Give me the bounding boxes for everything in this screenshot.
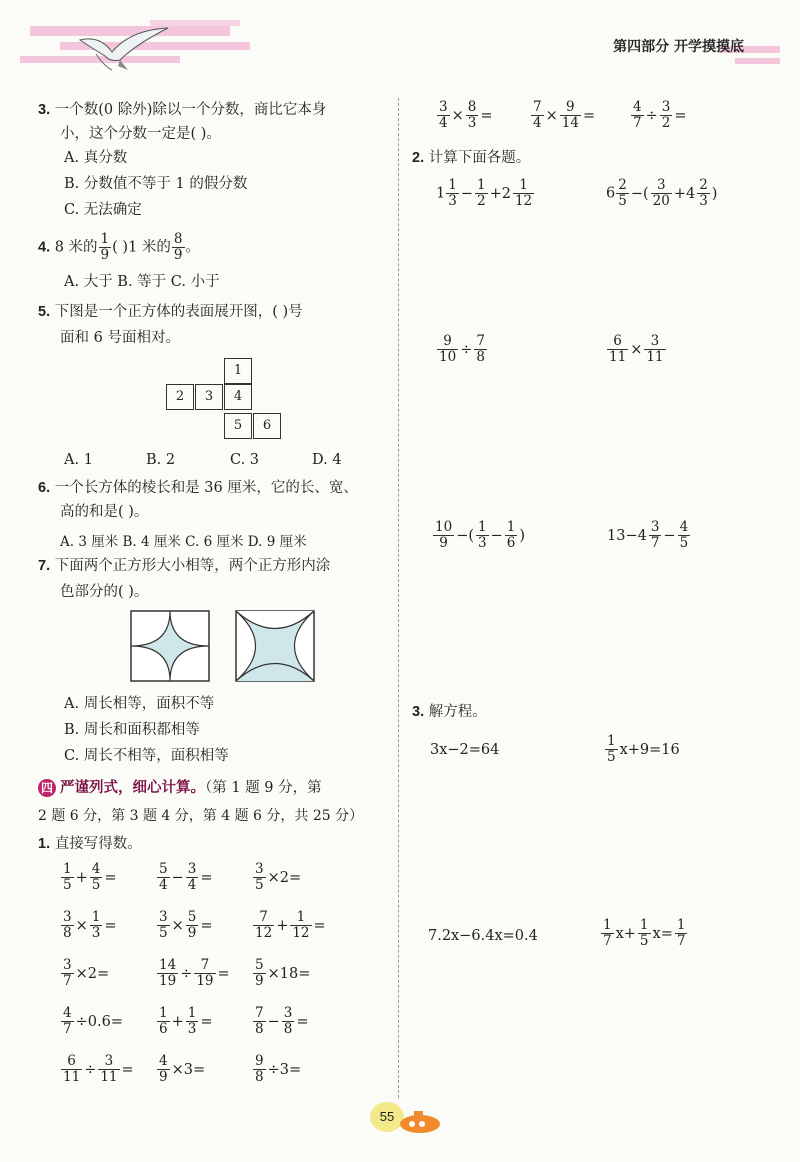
section-note-1: （第 1 题 9 分，第 [205, 780, 322, 796]
q7-option-a: A. 周长相等，面积不等 [64, 696, 215, 712]
calc-item: $\frac{3}{5}$ ×2= [255, 861, 302, 893]
equation-1: 3x−2=64 [430, 742, 500, 758]
q2-expr-1: 1 $\frac{1}{3}$ − $\frac{1}{2}$ +2 $\frac{1}{12}$ [436, 177, 533, 209]
calc-item: $\frac{7}{4}$ × $\frac{9}{14}$ = [533, 99, 596, 131]
section4-heading [38, 778, 322, 798]
submarine-icon [396, 1106, 446, 1136]
section4-note-2: 2 题 6 分，第 3 题 4 分，第 4 题 6 分，共 25 分） [38, 808, 364, 824]
q7-line2: 色部分的( )。 [60, 584, 149, 600]
q2-expr-4: $\frac{6}{11}$ × $\frac{3}{11}$ [609, 333, 664, 365]
calc-item: $\frac{3}{4}$ × $\frac{8}{3}$ = [439, 99, 493, 131]
calc-item: $\frac{9}{8}$ ÷3= [255, 1053, 302, 1085]
equation-2: $\frac{1}{5}$ x+9=16 [607, 733, 680, 765]
q5-line1: 5. 下图是一个正方体的表面展开图，( )号 [38, 304, 303, 320]
q7-option-b: B. 周长和面积都相等 [64, 722, 200, 738]
section-title: 严谨列式，细心计算。 [60, 780, 205, 796]
calc-item: $\frac{3}{5}$ × $\frac{5}{9}$ = [159, 909, 213, 941]
q4-fraction-1: $\frac{1}{9}$ [100, 231, 110, 263]
calc-item: $\frac{4}{7}$ ÷ $\frac{3}{2}$ = [633, 99, 687, 131]
calc-item: $\frac{5}{4}$ − $\frac{3}{4}$ = [159, 861, 213, 893]
net-cell-5: 5 [224, 413, 252, 439]
q3-line2: 小，这个分数一定是( )。 [60, 126, 221, 142]
calc-item: $\frac{4}{9}$ ×3= [159, 1053, 206, 1085]
q5-line2: 面和 6 号面相对。 [60, 330, 180, 346]
calc1-title: 1. 直接写得数。 [38, 836, 142, 852]
q5-option-d: D. 4 [312, 452, 342, 468]
q2-expr-6: 13−4 $\frac{3}{7}$ − $\frac{4}{5}$ [607, 519, 689, 551]
net-cell-3: 3 [195, 384, 223, 410]
q7-line1: 7. 下面两个正方形大小相等，两个正方形内涂 [38, 558, 331, 574]
q7-option-c: C. 周长不相等，面积相等 [64, 748, 229, 764]
q3-right-title: 3. 解方程。 [412, 704, 487, 720]
q3-line1: 3. 一个数(0 除外)除以一个分数，商比它本身 [38, 102, 327, 118]
calc-item: $\frac{1}{5}$ + $\frac{4}{5}$ = [63, 861, 117, 893]
q3-option-b: B. 分数值不等于 1 的假分数 [64, 176, 248, 192]
q2-expr-3: $\frac{9}{10}$ ÷ $\frac{7}{8}$ [439, 333, 485, 365]
q2-title: 2. 计算下面各题。 [412, 150, 531, 166]
net-cell-4: 4 [224, 384, 252, 410]
calc-item: $\frac{1}{6}$ + $\frac{1}{3}$ = [159, 1005, 213, 1037]
calc-item: $\frac{3}{8}$ × $\frac{1}{3}$ = [63, 909, 117, 941]
q2-expr-5: $\frac{10}{9}$ −( $\frac{1}{3}$ − $\frac{1}{6}$ ) [435, 519, 526, 551]
q5-option-a: A. 1 [64, 452, 93, 468]
q3-option-a: A. 真分数 [64, 150, 128, 166]
q6-options: A. 3 厘米 B. 4 厘米 C. 6 厘米 D. 9 厘米 [60, 534, 307, 550]
column-divider [398, 98, 399, 1098]
net-cell-2: 2 [166, 384, 194, 410]
calc-item: $\frac{3}{7}$ ×2= [63, 957, 110, 989]
calc-item: $\frac{5}{9}$ ×18= [255, 957, 311, 989]
net-cell-6: 6 [253, 413, 281, 439]
square-figure-1 [130, 610, 210, 682]
net-cell-1: 1 [224, 358, 252, 384]
header-title: 第四部分 开学摸摸底 [613, 39, 744, 55]
q5-option-c: C. 3 [230, 452, 260, 468]
q6-line1: 6. 一个长方体的棱长和是 36 厘米，它的长、宽、 [38, 480, 358, 496]
q4-options: A. 大于 B. 等于 C. 小于 [64, 274, 220, 290]
calc-item: $\frac{4}{7}$ ÷0.6= [63, 1005, 123, 1037]
square-figure-2 [235, 610, 315, 682]
q3-option-c: C. 无法确定 [64, 202, 142, 218]
calc-item: $\frac{14}{19}$ ÷ $\frac{7}{19}$ = [159, 957, 230, 989]
q4-question: 4. 8 米的 $\frac{1}{9}$ ( )1 米的 $\frac{8}{9}$ 。 [38, 231, 200, 263]
q2-expr-2: 6 $\frac{2}{5}$ −( $\frac{3}{20}$ +4 $\frac{2}{3}$ ) [606, 177, 718, 209]
calc-item: $\frac{7}{12}$ + $\frac{1}{12}$ = [255, 909, 326, 941]
q4-fraction-2: $\frac{8}{9}$ [173, 231, 183, 263]
page-number: 55 [370, 1102, 404, 1132]
equation-3: 7.2x−6.4x=0.4 [428, 928, 538, 944]
q5-option-b: B. 2 [146, 452, 176, 468]
q6-line2: 高的和是( )。 [60, 504, 149, 520]
calc-item: $\frac{7}{8}$ − $\frac{3}{8}$ = [255, 1005, 309, 1037]
section-badge: 四 [38, 779, 56, 797]
equation-4: $\frac{1}{7}$ x+ $\frac{1}{5}$ x= $\frac{1}{7}$ [603, 917, 686, 949]
calc-item: $\frac{6}{11}$ ÷ $\frac{3}{11}$ = [63, 1053, 134, 1085]
